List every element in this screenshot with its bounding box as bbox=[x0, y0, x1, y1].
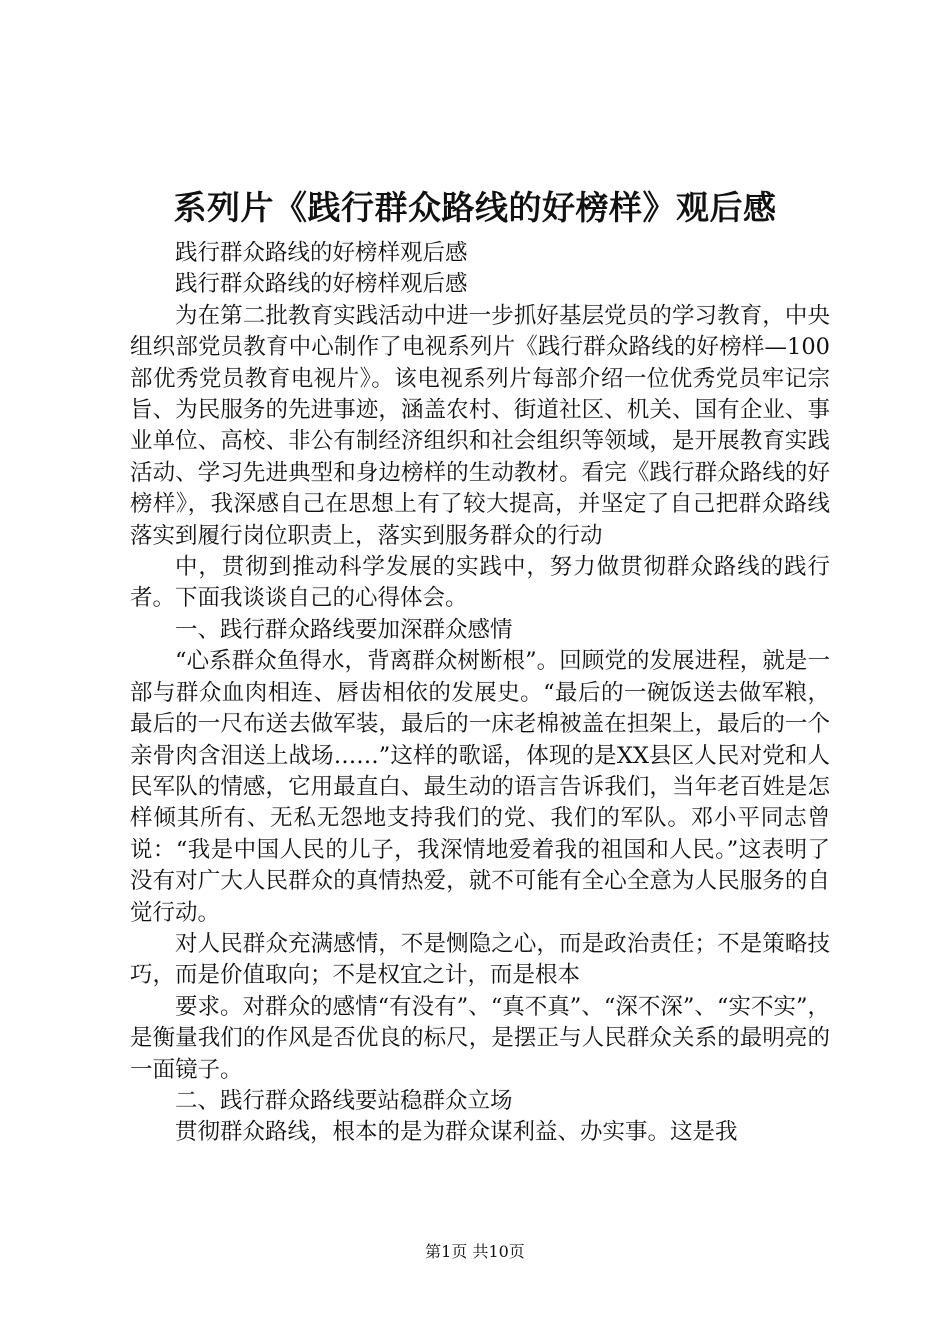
document-title: 系列片《践行群众路线的好榜样》观后感 bbox=[173, 188, 777, 227]
body-paragraph: “心系群众鱼得水，背离群众树断根”。回顾党的发展进程，就是一部与群众血肉相连、唇齿相依的发展史。“最后的一碗饭送去做军粮，最后的一尺布送去做军装，最后的一床老棉被盖在担架上，最后的一个亲骨肉含泪送上战场……”这样的歌谣，体现的是XX县区人民对党和人民军队的情感，它用最直白、最生动的语言告诉我们，当年老百姓是怎样倾其所有、无私无怨地支持我们的党、我们的军队。邓小平同志曾说：“我是中国人民的儿子，我深情地爱着我的祖国和人民。”这表明了没有对广大人民群众的真情热爱，就不可能有全心全意为人民服务的自觉行动。 bbox=[130, 648, 830, 926]
body-paragraph: 中，贯彻到推动科学发展的实践中，努力做贯彻群众路线的践行者。下面我谈谈自己的心得体会。 bbox=[130, 554, 830, 612]
section-heading: 二、践行群众路线要站稳群众立场 bbox=[175, 1087, 513, 1114]
subtitle-paragraph: 践行群众路线的好榜样观后感 bbox=[175, 271, 468, 298]
section-heading: 一、践行群众路线要加深群众感情 bbox=[175, 616, 513, 643]
body-paragraph: 贯彻群众路线，根本的是为群众谋利益、办实事。这是我 bbox=[175, 1119, 738, 1146]
page-number: 第1页 共10页 bbox=[425, 1242, 525, 1261]
body-paragraph: 对人民群众充满感情，不是恻隐之心，而是政治责任；不是策略技巧，而是价值取向；不是权宜之计，而是根本 bbox=[130, 930, 830, 989]
document-body bbox=[130, 238, 830, 1149]
body-paragraph: 要求。对群众的感情“有没有”、“真不真”、“深不深”、“实不实”，是衡量我们的作风是否优良的标尺，是摆正与人民群众关系的最明亮的一面镜子。 bbox=[130, 993, 830, 1083]
body-paragraph: 为在第二批教育实践活动中进一步抓好基层党员的学习教育，中央组织部党员教育中心制作了电视系列片《践行群众路线的好榜样—100部优秀党员教育电视片》。该电视系列片每部介绍一位优秀党员牢记宗旨、为民服务的先进事迹，涵盖农村、街道社区、机关、国有企业、事业单位、高校、非公有制经济组织和社会组织等领域，是开展教育实践活动、学习先进典型和身边榜样的生动教材。看完《践行群众路线的好榜样》，我深感自己在思想上有了较大提高，并坚定了自己把群众路线落实到履行岗位职责上，落实到服务群众的行动 bbox=[130, 302, 830, 549]
subtitle-paragraph: 践行群众路线的好榜样观后感 bbox=[175, 240, 468, 266]
